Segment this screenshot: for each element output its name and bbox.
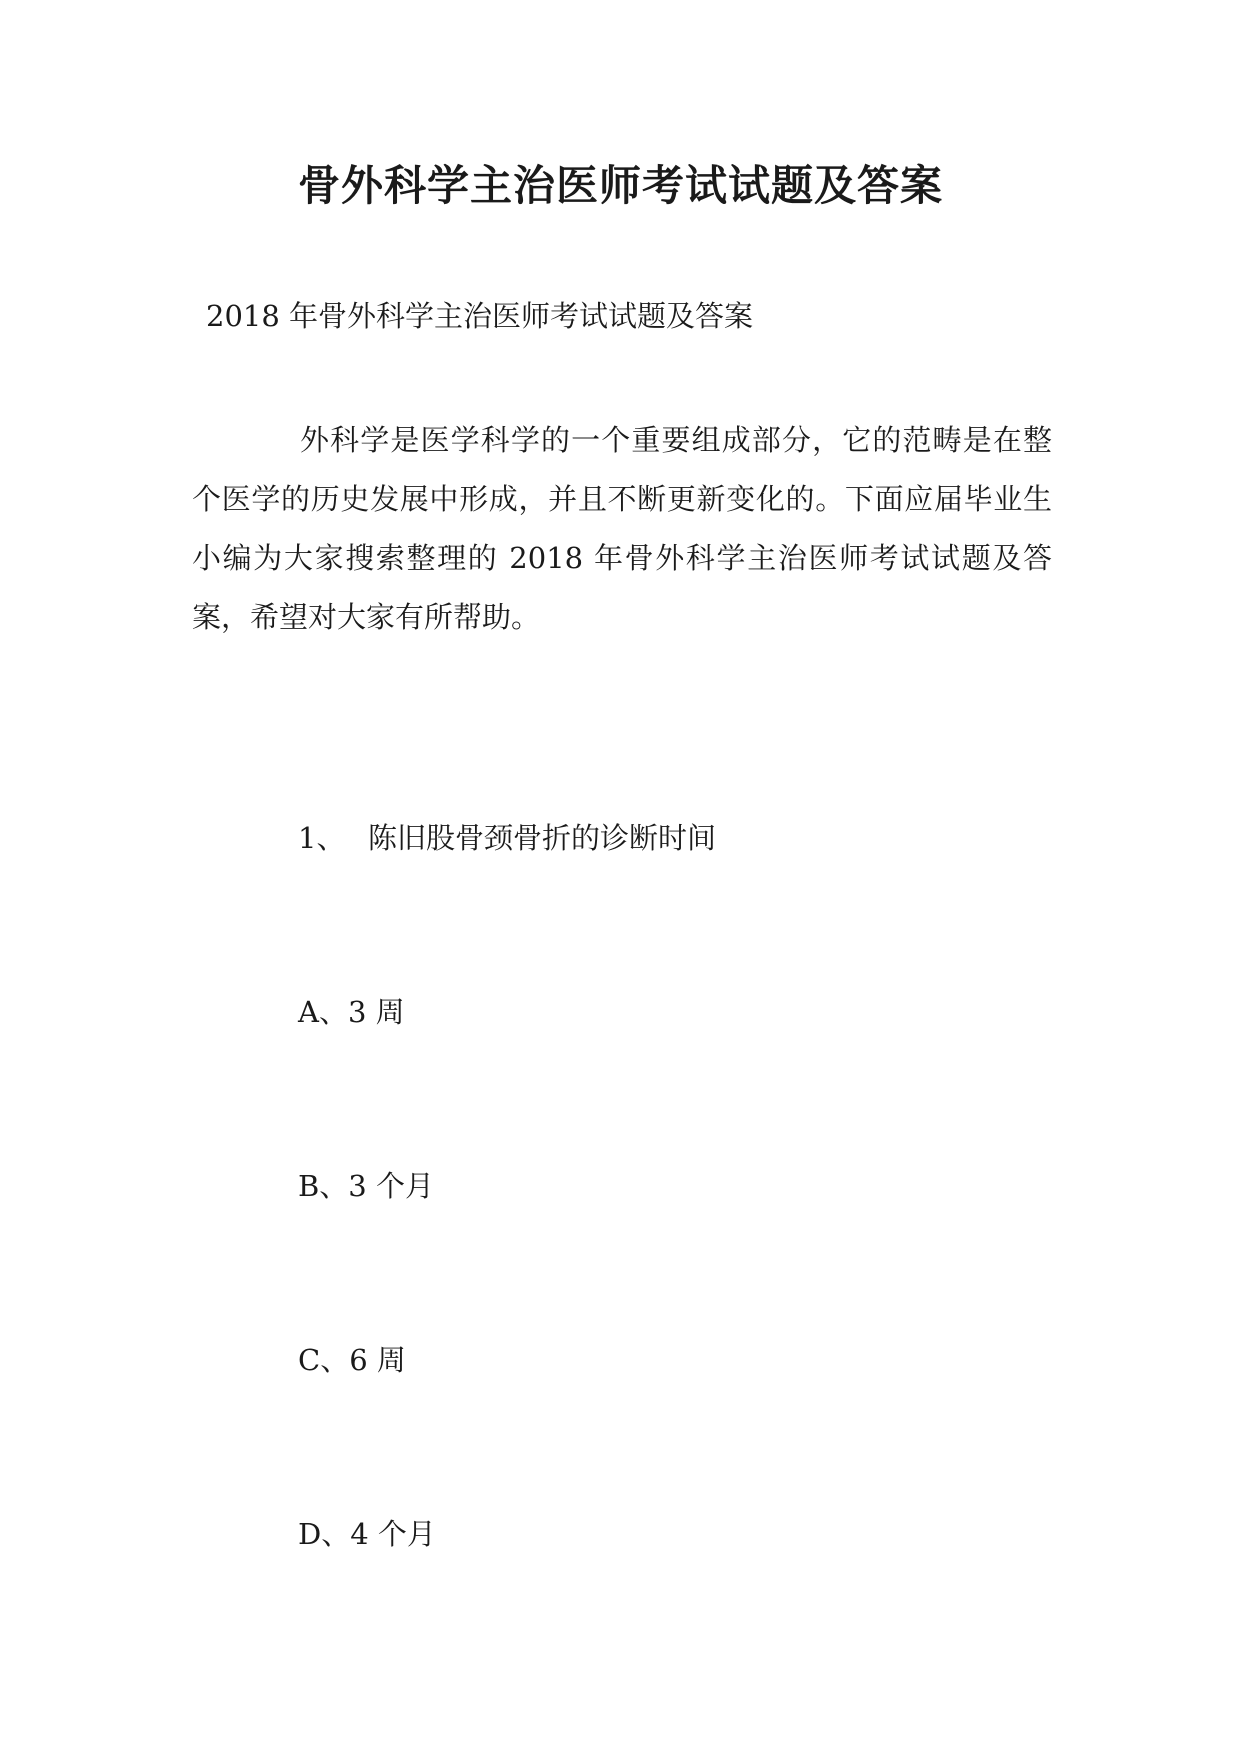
option-b: B、3 个月 (298, 1169, 434, 1203)
option-c: C、6 周 (298, 1343, 406, 1377)
question-number: 1、 (298, 821, 346, 855)
option-a: A、3 周 (298, 995, 405, 1029)
intro-paragraph: 外科学是医学科学的一个重要组成部分，它的范畴是在整个医学的历史发展中形成，并且不断更新变化的。下面应届毕业生小编为大家搜索整理的 2018 年骨外科学主治医师考试试题及答案，希望对大家有所帮助。 (192, 423, 1052, 634)
document-title: 骨外科学主治医师考试试题及答案 (297, 161, 943, 210)
question-text: 陈旧股骨颈骨折的诊断时间 (368, 821, 717, 855)
document-subtitle: 2018 年骨外科学主治医师考试试题及答案 (206, 299, 754, 333)
question-1 (298, 818, 716, 858)
option-d: D、4 个月 (298, 1517, 436, 1551)
